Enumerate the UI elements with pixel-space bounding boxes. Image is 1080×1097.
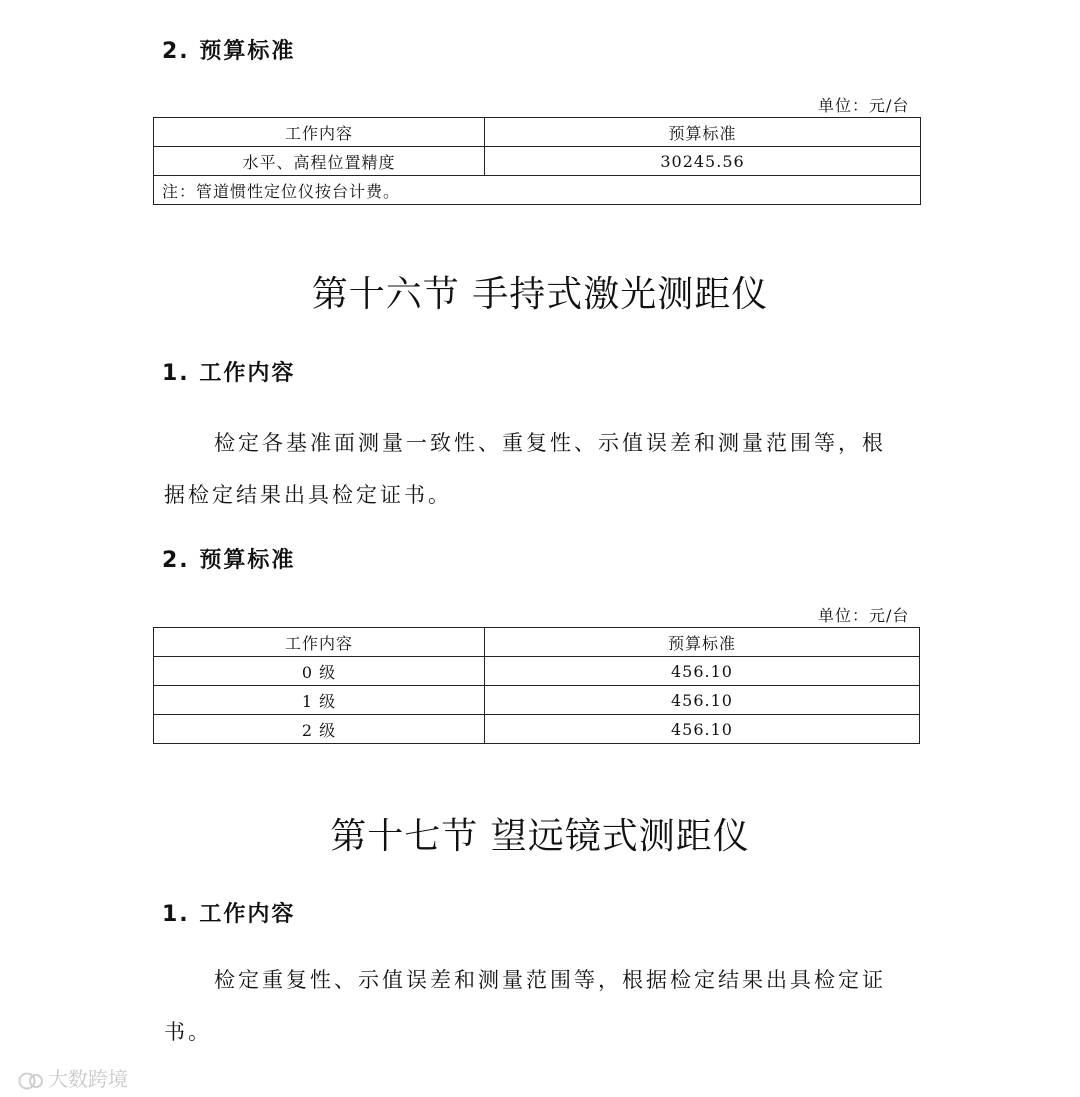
table-row (154, 686, 920, 715)
budget-table-1 (153, 117, 921, 205)
table-cell: 456.10 (485, 686, 920, 715)
table-row (154, 147, 921, 176)
unit-label: 单位：元/台 (818, 606, 910, 625)
table-header-cell: 工作内容 (154, 118, 485, 147)
section-title-16: 第十六节 手持式激光测距仪 (311, 274, 769, 315)
work-heading: 1. 工作内容 (162, 361, 296, 386)
table-header-cell: 预算标准 (485, 628, 920, 657)
budget-heading: 2. 预算标准 (162, 548, 296, 573)
table-cell: 2 级 (154, 715, 485, 744)
watermark (18, 1063, 128, 1092)
budget-heading: 2. 预算标准 (162, 39, 296, 64)
unit-label: 单位：元/台 (818, 96, 910, 115)
work-paragraph-line: 检定重复性、示值误差和测量范围等，根据检定结果出具检定证 (214, 968, 886, 992)
work-heading: 1. 工作内容 (162, 902, 296, 927)
table-row (154, 715, 920, 744)
work-paragraph-line: 据检定结果出具检定证书。 (164, 483, 452, 507)
watermark-text: 大数跨境 (48, 1067, 128, 1091)
table-cell: 水平、高程位置精度 (154, 147, 485, 176)
table-note: 注：管道惯性定位仪按台计费。 (154, 176, 921, 205)
table-header-row (154, 118, 921, 147)
table-cell: 30245.56 (485, 147, 921, 176)
table-header-cell: 工作内容 (154, 628, 485, 657)
table-cell: 0 级 (154, 657, 485, 686)
table-cell: 456.10 (485, 657, 920, 686)
watermark-logo-icon (18, 1070, 44, 1092)
work-paragraph-line: 检定各基准面测量一致性、重复性、示值误差和测量范围等，根 (214, 431, 886, 455)
table-cell: 456.10 (485, 715, 920, 744)
budget-table-2 (153, 627, 920, 744)
table-cell: 1 级 (154, 686, 485, 715)
work-paragraph-line: 书。 (164, 1020, 212, 1044)
table-note-row (154, 176, 921, 205)
table-header-row (154, 628, 920, 657)
table-row (154, 657, 920, 686)
section-title-17: 第十七节 望远镜式测距仪 (330, 816, 750, 857)
table-header-cell: 预算标准 (485, 118, 921, 147)
